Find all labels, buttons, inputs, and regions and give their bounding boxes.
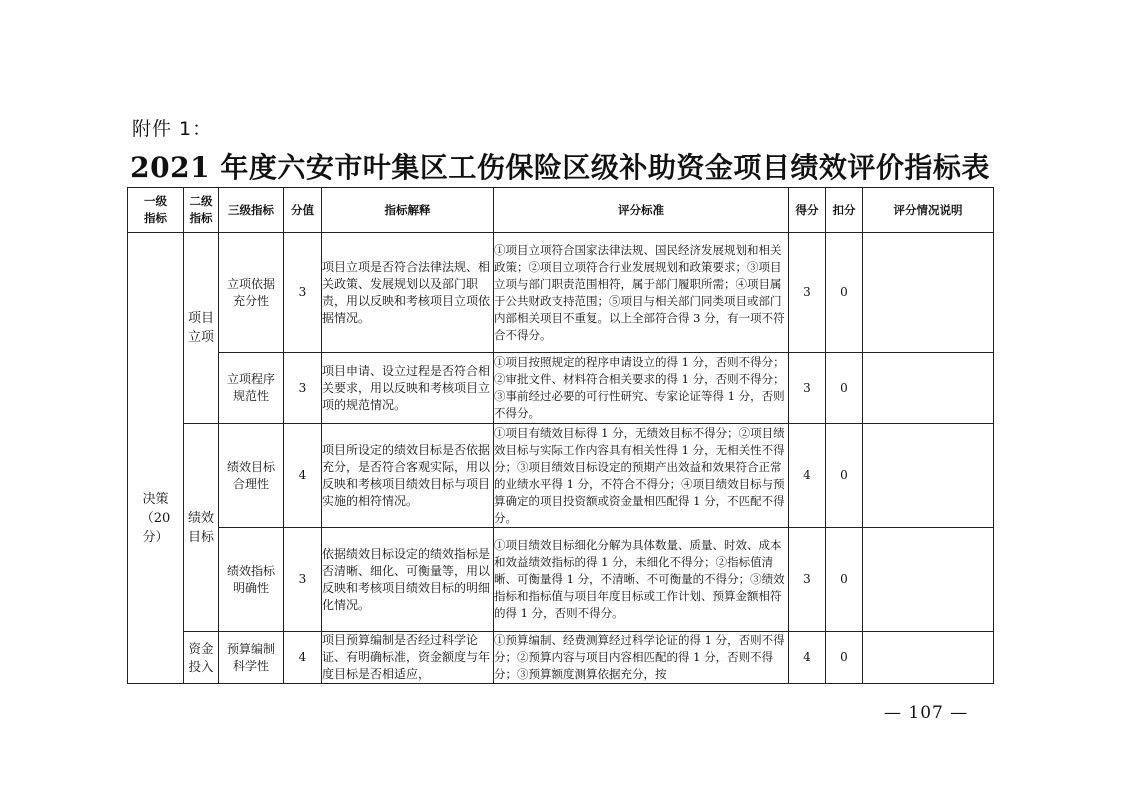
deduct-cell: 0 (826, 424, 863, 528)
criteria-cell: ①预算编制、经费测算经过科学论证的得 1 分，否则不得分；②预算内容与项目内容相匹配的得 1 分，否则不得分；③预算额度测算依据充分，按 (494, 632, 789, 684)
got-cell: 3 (789, 353, 826, 424)
attachment-label: 附件 1： (132, 118, 213, 140)
criteria-cell: ①项目立项符合国家法律法规、国民经济发展规划和相关政策；②项目立项符合行业发展规划和政策要求；③项目立项与部门职责范围相符，属于部门履职所需；④项目属于公共财政支持范围；⑤项目与相关部门同类项目或部门内部相关项目不重复。以上全部符合得 3 分，有一项不符合不得分。 (494, 233, 789, 353)
score-cell: 4 (284, 632, 322, 684)
criteria-cell: ①项目绩效目标细化分解为具体数量、质量、时效、成本和效益绩效指标的得 1 分，未细化不得分；②指标值清晰、可衡量得 1 分，不清晰、不可衡量的不得分；③绩效指标和指标值与项目年度目标或工作计划、预算金额相符的得 1 分，否则不得分。 (494, 528, 789, 632)
table-row (128, 353, 994, 424)
got-cell: 4 (789, 424, 826, 528)
explanation-cell: 项目所设定的绩效目标是否依据充分，是否符合客观实际，用以反映和考核项目绩效目标与项目实施的相符情况。 (322, 424, 494, 528)
level3-cell: 预算编制 科学性 (219, 632, 284, 684)
header-criteria: 评分标准 (494, 188, 789, 233)
level2-fund-input: 资金 投入 (184, 632, 219, 684)
level3-cell: 绩效指标 明确性 (219, 528, 284, 632)
deduct-cell: 0 (826, 528, 863, 632)
table-header-row (128, 188, 994, 233)
header-score: 分值 (284, 188, 322, 233)
deduct-cell: 0 (826, 233, 863, 353)
level3-cell: 立项程序 规范性 (219, 353, 284, 424)
explanation-cell: 依据绩效目标设定的绩效指标是否清晰、细化、可衡量等，用以反映和考核项目绩效目标的明细化情况。 (322, 528, 494, 632)
table-row (128, 233, 994, 353)
page-number: — 107 — (884, 703, 969, 723)
level3-cell: 绩效目标 合理性 (219, 424, 284, 528)
header-level1: 一级 指标 (128, 188, 184, 233)
header-deduct: 扣分 (826, 188, 863, 233)
level3-cell: 立项依据 充分性 (219, 233, 284, 353)
score-cell: 4 (284, 424, 322, 528)
header-got: 得分 (789, 188, 826, 233)
explanation-cell: 项目预算编制是否经过科学论证、有明确标准，资金额度与年度目标是否相适应， (322, 632, 494, 684)
level2-project-setup: 项目 立项 (184, 233, 219, 424)
header-remark: 评分情况说明 (863, 188, 994, 233)
deduct-cell: 0 (826, 632, 863, 684)
table-row (128, 424, 994, 528)
table-row (128, 528, 994, 632)
remark-cell (863, 233, 994, 353)
got-cell: 4 (789, 632, 826, 684)
explanation-cell: 项目申请、设立过程是否符合相关要求，用以反映和考核项目立项的规范情况。 (322, 353, 494, 424)
document-title: 2021 年度六安市叶集区工伤保险区级补助资金项目绩效评价指标表 (130, 151, 990, 184)
remark-cell (863, 424, 994, 528)
header-level2: 二级 指标 (184, 188, 219, 233)
deduct-cell: 0 (826, 353, 863, 424)
explanation-cell: 项目立项是否符合法律法规、相关政策、发展规划以及部门职责，用以反映和考核项目立项依据情况。 (322, 233, 494, 353)
table-row (128, 632, 994, 684)
header-level3: 三级指标 (219, 188, 284, 233)
header-explanation: 指标解释 (322, 188, 494, 233)
level2-performance-target: 绩效 目标 (184, 424, 219, 632)
remark-cell (863, 632, 994, 684)
score-cell: 3 (284, 528, 322, 632)
indicator-table (127, 187, 994, 684)
got-cell: 3 (789, 233, 826, 353)
remark-cell (863, 528, 994, 632)
score-cell: 3 (284, 233, 322, 353)
criteria-cell: ①项目有绩效目标得 1 分，无绩效目标不得分；②项目绩效目标与实际工作内容具有相关性得 1 分，无相关性不得分；③项目绩效目标设定的预期产出效益和效果符合正常的业绩水平得 1 分，不符合不得分；④项目绩效目标与预算确定的项目投资额或资金量相匹配得 1 分，不匹配不得分。 (494, 424, 789, 528)
got-cell: 3 (789, 528, 826, 632)
score-cell: 3 (284, 353, 322, 424)
criteria-cell: ①项目按照规定的程序申请设立的得 1 分，否则不得分；②审批文件、材料符合相关要求的得 1 分，否则不得分；③事前经过必要的可行性研究、专家论证等得 1 分，否则不得分。 (494, 353, 789, 424)
remark-cell (863, 353, 994, 424)
level1-decision: 决策 （20 分） (128, 233, 184, 684)
